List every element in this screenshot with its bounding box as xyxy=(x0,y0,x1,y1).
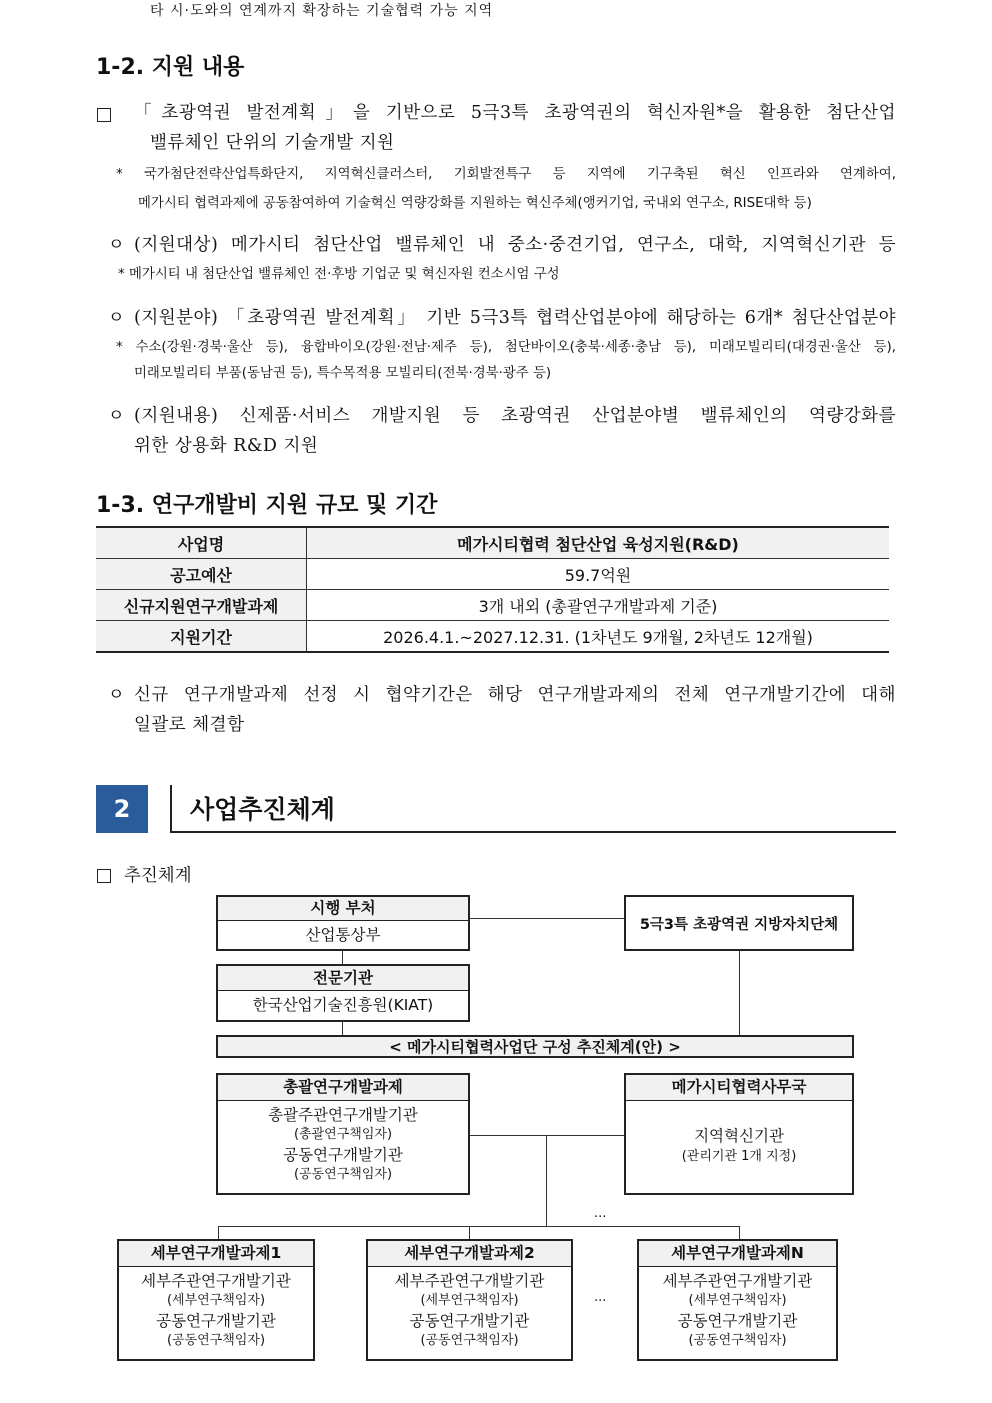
top-line-text: 타 시·도와의 연계까지 확장하는 기술협력 가능 지역 xyxy=(150,3,494,19)
table-row-value: 2026.4.1.~2027.12.31. (1차년도 9개월, 2차년도 12개월) xyxy=(307,621,890,653)
org-box-local-gov xyxy=(624,895,854,951)
support-content-line2: 위한 상용화 R&D 지원 xyxy=(134,436,319,456)
org-box-main-project xyxy=(216,1073,470,1195)
org-box-head: 전문기관 xyxy=(218,966,468,991)
circle-bullet-icon: ㅇ xyxy=(108,308,125,328)
org-subheading: 추진체계 xyxy=(124,866,192,886)
org-line: (공동연구책임자) xyxy=(293,1167,393,1182)
org-banner: < 메가시티협력사업단 구성 추진체계(안) > xyxy=(216,1035,854,1058)
support-content-line1: (지원내용) 신제품·서비스 개발지원 등 초광역권 산업분야별 밸류체인의 역량강화를 xyxy=(134,406,896,426)
org-box-office xyxy=(624,1073,854,1195)
org-line: (세부연구책임자) xyxy=(420,1293,519,1308)
org-line: 공동연구개발기관 xyxy=(156,1312,276,1330)
org-box-head: 메가시티협력사무국 xyxy=(626,1075,852,1101)
section-1-2-heading: 1-2. 지원 내용 xyxy=(96,55,245,80)
org-line: (세부연구책임자) xyxy=(688,1293,787,1308)
budget-table xyxy=(96,526,889,653)
table-note-line1: 신규 연구개발과제 선정 시 협약기간은 해당 연구개발과제의 전체 연구개발기간에 대해 xyxy=(134,685,896,705)
budget-table-wrapper xyxy=(96,526,889,653)
section-1-3-heading: 1-3. 연구개발비 지원 규모 및 기간 xyxy=(96,493,438,518)
checkbox-square-icon xyxy=(97,108,111,122)
connector-line xyxy=(468,918,626,919)
org-line: (공동연구책임자) xyxy=(166,1333,266,1348)
support-main-line1: 「초광역권 발전계획」을 기반으로 5극3특 초광역권의 혁신자원*을 활용한 첨단산업 xyxy=(134,103,896,123)
table-row-label: 사업명 xyxy=(96,527,307,559)
org-box-text: 5극3특 초광역권 지방자치단체 xyxy=(639,916,839,933)
support-main-note-line1: * 국가첨단전략산업특화단지, 지역혁신클러스터, 기회발전특구 등 지역에 기구축된 혁신 인프라와 연계하여, xyxy=(116,167,896,182)
org-box-ministry xyxy=(216,895,470,951)
org-line: 공동연구개발기관 xyxy=(677,1312,798,1330)
support-field-note-line2: 미래모빌리티 부품(동남권 등), 특수목적용 모빌리티(전북·경북·광주 등) xyxy=(134,366,552,381)
org-line: 공동연구개발기관 xyxy=(283,1146,403,1164)
circle-bullet-icon: ㅇ xyxy=(108,406,125,426)
org-line: 세부주관연구개발기관 xyxy=(141,1272,291,1290)
org-line: 세부주관연구개발기관 xyxy=(662,1272,813,1290)
org-box-head: 세부연구개발과제2 xyxy=(368,1241,571,1267)
ellipsis-text: ... xyxy=(594,1206,607,1221)
table-row-label: 신규지원연구개발과제 xyxy=(96,590,307,621)
org-box-body: 한국산업기술진흥원(KIAT) xyxy=(252,996,434,1014)
section-2-number-badge: 2 xyxy=(96,785,148,833)
connector-line xyxy=(546,1135,547,1227)
support-field-note-line1: * 수소(강원·경북·울산 등), 융합바이오(강원·전남·제주 등), 첨단바이오(충북·세종·충남 등), 미래모빌리티(대경권·울산 등), xyxy=(116,340,896,355)
org-line: (공동연구책임자) xyxy=(420,1333,519,1348)
table-row-value: 메가시티협력 첨단산업 육성지원(R&D) xyxy=(307,527,890,559)
section-2-divider xyxy=(170,785,172,833)
table-row xyxy=(96,559,889,590)
table-row-value: 59.7억원 xyxy=(307,559,890,590)
org-line: 세부주관연구개발기관 xyxy=(394,1272,545,1290)
table-row-value: 3개 내외 (총괄연구개발과제 기준) xyxy=(307,590,890,621)
connector-line xyxy=(469,1226,470,1240)
org-line: (관리기관 1개 지정) xyxy=(681,1149,797,1164)
org-box-head: 총괄연구개발과제 xyxy=(218,1075,468,1101)
org-box-head: 시행 부처 xyxy=(218,897,468,921)
support-target-line: (지원대상) 메가시티 첨단산업 밸류체인 내 중소·중견기업, 연구소, 대학, 지역혁신기관 등 xyxy=(134,235,896,255)
org-line: (총괄연구책임자) xyxy=(293,1127,393,1142)
org-line: (공동연구책임자) xyxy=(688,1333,787,1348)
org-box-agency xyxy=(216,964,470,1022)
support-main-line2: 밸류체인 단위의 기술개발 지원 xyxy=(150,133,395,153)
org-line: 지역혁신기관 xyxy=(694,1127,784,1145)
org-line: (세부연구책임자) xyxy=(166,1293,266,1308)
checkbox-square-icon xyxy=(97,869,111,883)
section-2-underline xyxy=(172,831,896,833)
connector-line xyxy=(218,1226,219,1240)
org-box-head: 세부연구개발과제N xyxy=(639,1241,836,1267)
org-box-sub-project-1 xyxy=(117,1239,315,1361)
table-note-line2: 일괄로 체결함 xyxy=(134,715,245,735)
table-row-label: 지원기간 xyxy=(96,621,307,653)
org-box-sub-project-2 xyxy=(366,1239,573,1361)
connector-line xyxy=(468,1135,626,1136)
table-row xyxy=(96,527,889,559)
table-row xyxy=(96,590,889,621)
connector-line xyxy=(739,1226,740,1240)
org-line: 총괄주관연구개발기관 xyxy=(268,1106,418,1124)
org-box-body: 산업통상부 xyxy=(305,926,381,944)
support-main-note-line2: 메가시티 협력과제에 공동참여하여 기술혁신 역량강화를 지원하는 혁신주체(앵커기업, 국내외 연구소, RISE대학 등) xyxy=(138,196,812,211)
circle-bullet-icon: ㅇ xyxy=(108,235,125,255)
support-target-note: * 메가시티 내 첨단산업 밸류체인 전·후방 기업군 및 혁신자원 컨소시엄 구성 xyxy=(118,267,560,282)
section-2-title: 사업추진체계 xyxy=(190,795,335,824)
connector-line xyxy=(218,1226,740,1227)
table-row-label: 공고예산 xyxy=(96,559,307,590)
table-row xyxy=(96,621,889,653)
connector-line xyxy=(342,949,343,965)
org-box-head: 세부연구개발과제1 xyxy=(119,1241,313,1267)
support-field-line: (지원분야) 「초광역권 발전계획」 기반 5극3특 협력산업분야에 해당하는 6개* 첨단산업분야 xyxy=(134,308,896,328)
connector-line xyxy=(342,1021,343,1036)
org-box-sub-project-n xyxy=(637,1239,838,1361)
org-line: 공동연구개발기관 xyxy=(409,1312,530,1330)
circle-bullet-icon: ㅇ xyxy=(108,685,125,705)
ellipsis-text: ... xyxy=(594,1290,607,1305)
connector-line xyxy=(739,950,740,1036)
